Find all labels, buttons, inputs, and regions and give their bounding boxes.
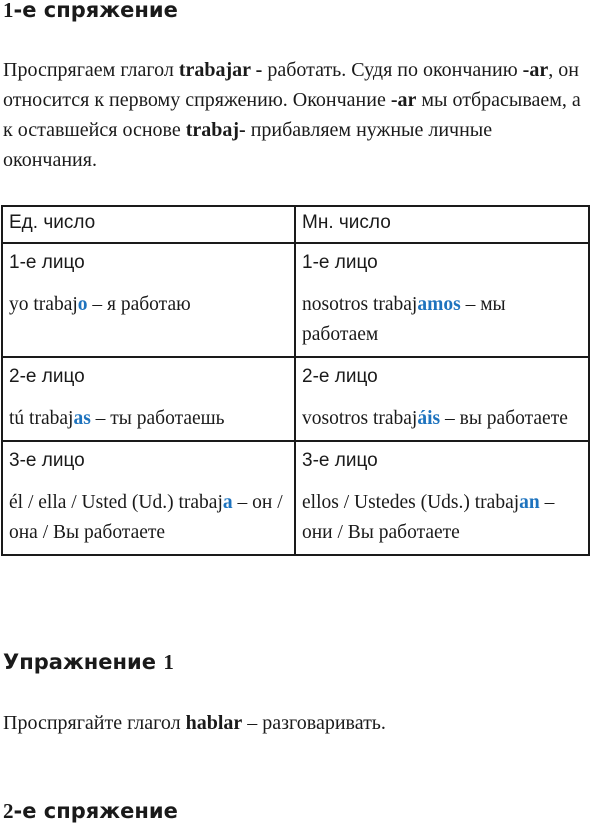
person-label: 1-е лицо (9, 252, 85, 273)
form-stem: ellos / Ustedes (Uds.) trabaj (302, 492, 520, 513)
section-heading-first-conjugation (3, 0, 178, 21)
section-number: 2 (3, 799, 14, 823)
form-translation: – мы работаем (302, 294, 506, 345)
suffix-ar: -ar (390, 89, 417, 111)
table-header-row (2, 206, 589, 243)
conjugation-form (9, 404, 288, 434)
cell-plural (295, 357, 589, 441)
header-singular: Ед. число (2, 206, 295, 243)
form-stem: él / ella / Usted (Ud.) trabaj (9, 492, 223, 513)
verb-hablar: hablar (185, 712, 243, 734)
conjugation-form (302, 290, 582, 350)
exercise-paragraph (3, 708, 386, 738)
exercise-number: 1 (163, 650, 174, 674)
form-ending: o (77, 294, 88, 315)
conjugation-form (9, 290, 288, 320)
exercise-heading (3, 652, 174, 673)
table-row (2, 441, 589, 555)
person-label: 2-е лицо (302, 366, 378, 387)
intro-text: прибавляем нужные личные окончания. (3, 119, 493, 171)
table-row (2, 357, 589, 441)
stem-trabaj: trabaj- (185, 119, 246, 141)
form-stem: tú trabaj (9, 408, 74, 429)
verb-trabajar: trabajar - (178, 59, 263, 81)
form-ending: a (222, 492, 233, 513)
cell-singular (2, 243, 295, 357)
cell-plural (295, 243, 589, 357)
conjugation-form (302, 488, 582, 548)
person-label: 2-е лицо (9, 366, 85, 387)
table-row (2, 243, 589, 357)
form-translation: – я работаю (87, 294, 191, 315)
form-stem: nosotros trabaj (302, 294, 418, 315)
intro-text: работать. Судя по окончанию (262, 59, 523, 81)
conjugation-table (1, 205, 590, 556)
form-ending: áis (417, 408, 441, 429)
form-translation: – они / Вы работаете (302, 492, 555, 543)
form-translation: – ты работаешь (90, 408, 225, 429)
person-label: 3-е лицо (302, 450, 378, 471)
conjugation-form (9, 488, 288, 548)
exercise-text: Проспрягайте глагол (3, 712, 186, 734)
cell-singular (2, 441, 295, 555)
section-number: 1 (3, 0, 14, 22)
person-label: 3-е лицо (9, 450, 85, 471)
exercise-title: Упражнение (3, 650, 164, 674)
intro-text: мы отбрасываем, а к оставшейся основе (3, 89, 581, 141)
intro-text: Проспрягаем глагол (3, 59, 179, 81)
section-heading-second-conjugation (3, 801, 178, 822)
conjugation-form (302, 404, 582, 434)
section-title: -е спряжение (13, 0, 178, 22)
form-ending: an (519, 492, 540, 513)
intro-paragraph (3, 55, 589, 175)
header-plural: Мн. число (295, 206, 589, 243)
person-label: 1-е лицо (302, 252, 378, 273)
form-stem: vosotros trabaj (302, 408, 418, 429)
form-translation: – вы работаете (440, 408, 568, 429)
section-title: -е спряжение (13, 799, 178, 823)
cell-plural (295, 441, 589, 555)
exercise-text: – разговаривать. (242, 712, 386, 734)
form-ending: amos (417, 294, 461, 315)
form-stem: yo trabaj (9, 294, 78, 315)
intro-text: , он относится к первому спряжению. Окончание (3, 59, 579, 111)
cell-singular (2, 357, 295, 441)
form-ending: as (73, 408, 91, 429)
form-translation: – он / она / Вы работаете (9, 492, 283, 543)
suffix-ar: -ar (522, 59, 549, 81)
